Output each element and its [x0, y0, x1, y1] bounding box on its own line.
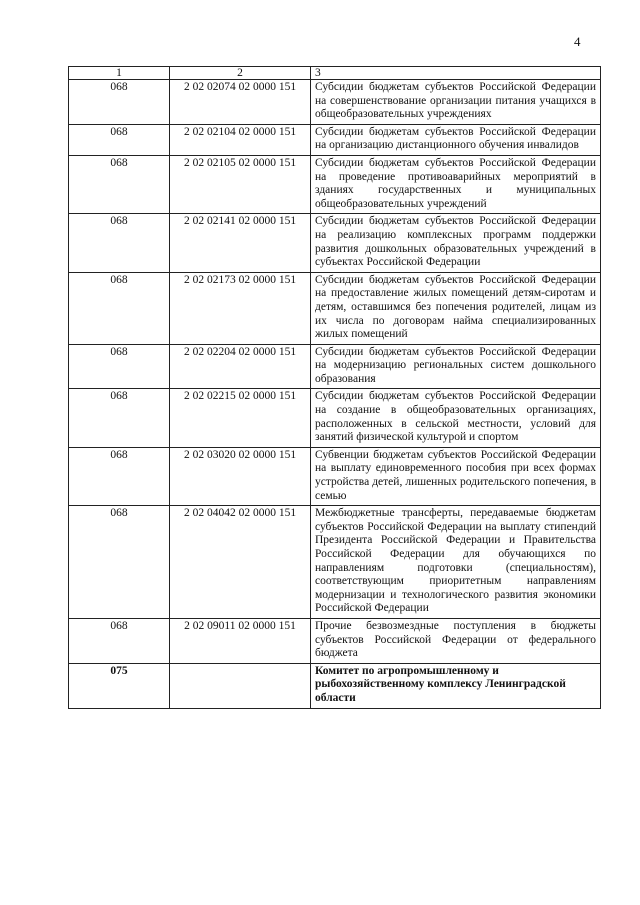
table-row	[69, 663, 601, 708]
description-cell: Субсидии бюджетам субъектов Российской Федерации на предоставление жилых помещений детям-сиротам и детям, оставшимся без попечения родителей, лицам из их числа по договорам найма специализированных жилых помещений	[311, 272, 601, 344]
admin-code-cell: 068	[69, 214, 170, 272]
budget-classification-table	[68, 66, 601, 709]
table-row	[69, 214, 601, 272]
budget-code-cell	[170, 663, 311, 708]
table-row	[69, 389, 601, 447]
description-cell: Субсидии бюджетам субъектов Российской Федерации на создание в общеобразовательных организациях, расположенных в сельской местности, условий для занятий физической культурой и спортом	[311, 389, 601, 447]
page-number: 4	[574, 34, 581, 49]
budget-code-cell: 2 02 02074 02 0000 151	[170, 80, 311, 125]
table-row	[69, 155, 601, 213]
admin-code-cell: 068	[69, 618, 170, 663]
admin-code-cell: 068	[69, 389, 170, 447]
budget-code-cell: 2 02 02173 02 0000 151	[170, 272, 311, 344]
budget-code-cell: 2 02 02105 02 0000 151	[170, 155, 311, 213]
admin-code-cell: 068	[69, 80, 170, 125]
description-cell: Комитет по агропромышленному и рыбохозяйственному комплексу Ленинградской области	[311, 663, 601, 708]
budget-code-cell: 2 02 02204 02 0000 151	[170, 344, 311, 389]
budget-code-cell: 2 02 04042 02 0000 151	[170, 506, 311, 619]
description-cell: Субсидии бюджетам субъектов Российской Федерации на проведение противоаварийных мероприятий в зданиях государственных и муниципальных общеобразовательных учреждений	[311, 155, 601, 213]
budget-code-cell: 2 02 02215 02 0000 151	[170, 389, 311, 447]
table-row	[69, 272, 601, 344]
admin-code-cell: 068	[69, 124, 170, 155]
header-col-2: 2	[170, 67, 311, 80]
table-row	[69, 344, 601, 389]
table-row	[69, 124, 601, 155]
budget-code-cell: 2 02 09011 02 0000 151	[170, 618, 311, 663]
description-cell: Субсидии бюджетам субъектов Российской Федерации на модернизацию региональных систем дошкольного образования	[311, 344, 601, 389]
admin-code-cell: 068	[69, 155, 170, 213]
table-row	[69, 80, 601, 125]
admin-code-cell: 068	[69, 272, 170, 344]
description-cell: Субвенции бюджетам субъектов Российской Федерации на выплату единовременного пособия при всех формах устройства детей, лишенных родительского попечения, в семью	[311, 447, 601, 505]
description-cell: Прочие безвозмездные поступления в бюджеты субъектов Российской Федерации от федерального бюджета	[311, 618, 601, 663]
admin-code-cell: 068	[69, 344, 170, 389]
admin-code-cell: 068	[69, 447, 170, 505]
description-cell: Межбюджетные трансферты, передаваемые бюджетам субъектов Российской Федерации на выплату стипендий Президента Российской Федерации и Правительства Российской Федерации для обучающихся по направлениям подготовки (специальностям), соответствующим приоритетным направлениям модернизации и технологического развития экономики Российской Федерации	[311, 506, 601, 619]
table-row	[69, 618, 601, 663]
budget-code-cell: 2 02 02141 02 0000 151	[170, 214, 311, 272]
table-row	[69, 447, 601, 505]
table-row	[69, 506, 601, 619]
table-header-row	[69, 67, 601, 80]
description-cell: Субсидии бюджетам субъектов Российской Федерации на реализацию комплексных программ поддержки развития дошкольных образовательных учреждений в субъектах Российской Федерации	[311, 214, 601, 272]
header-col-3: 3	[311, 67, 601, 80]
admin-code-cell: 068	[69, 506, 170, 619]
admin-code-cell: 075	[69, 663, 170, 708]
description-cell: Субсидии бюджетам субъектов Российской Федерации на совершенствование организации питания учащихся в общеобразовательных учреждениях	[311, 80, 601, 125]
header-col-1: 1	[69, 67, 170, 80]
budget-code-cell: 2 02 03020 02 0000 151	[170, 447, 311, 505]
description-cell: Субсидии бюджетам субъектов Российской Федерации на организацию дистанционного обучения инвалидов	[311, 124, 601, 155]
budget-code-cell: 2 02 02104 02 0000 151	[170, 124, 311, 155]
